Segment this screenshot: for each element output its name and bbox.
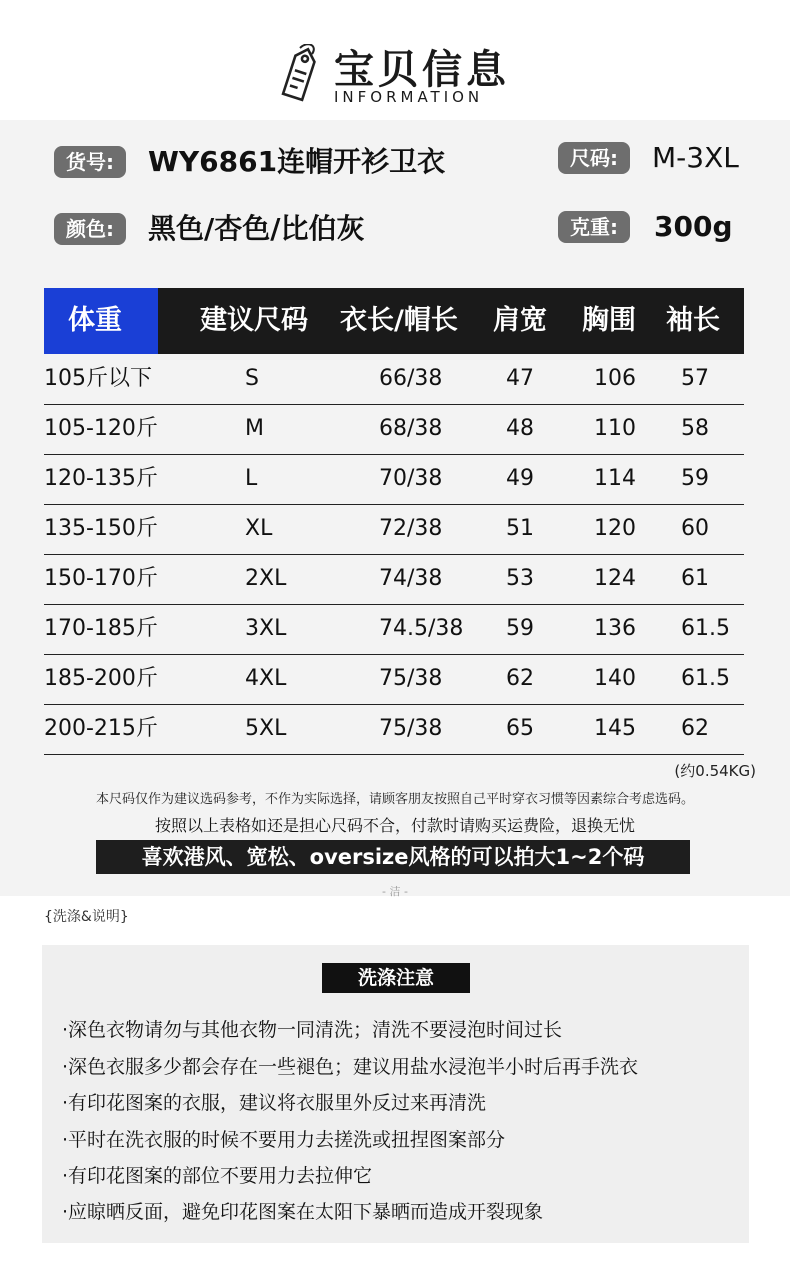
size-badge: 尺码: — [558, 142, 630, 174]
cell-weight: 200-215斤 — [44, 716, 158, 741]
weight-badge: 克重: — [558, 211, 630, 243]
cell-chest: 124 — [594, 566, 636, 591]
color-value: 黑色/杏色/比伯灰 — [148, 212, 365, 245]
cell-sleeve: 57 — [681, 366, 709, 391]
cell-shoulder: 47 — [506, 366, 534, 391]
cell-chest: 136 — [594, 616, 636, 641]
cell-sleeve: 62 — [681, 716, 709, 741]
page-subtitle: INFORMATION — [334, 88, 484, 106]
cell-length: 74.5/38 — [379, 616, 464, 641]
cell-size: 4XL — [245, 666, 287, 691]
oversize-banner: 喜欢港风、宽松、oversize风格的可以拍大1~2个码 — [96, 840, 690, 874]
cell-sleeve: 60 — [681, 516, 709, 541]
table-row — [44, 604, 744, 655]
cell-length: 74/38 — [379, 566, 443, 591]
cell-size: 2XL — [245, 566, 287, 591]
cell-size: 5XL — [245, 716, 287, 741]
cell-length: 72/38 — [379, 516, 443, 541]
header-shoulder: 肩宽 — [493, 305, 547, 336]
cell-shoulder: 48 — [506, 416, 534, 441]
header-weight: 体重 — [68, 305, 122, 336]
page-header — [0, 0, 790, 120]
wash-instructions-box — [42, 945, 749, 1243]
cell-chest: 114 — [594, 466, 636, 491]
cell-chest: 140 — [594, 666, 636, 691]
price-tag-icon — [278, 44, 322, 104]
cell-weight: 185-200斤 — [44, 666, 158, 691]
header-chest: 胸围 — [582, 305, 636, 336]
cell-weight: 150-170斤 — [44, 566, 158, 591]
table-row — [44, 404, 744, 455]
cell-chest: 110 — [594, 416, 636, 441]
cell-size: M — [245, 416, 264, 441]
color-badge: 颜色: — [54, 213, 126, 245]
cell-size: 3XL — [245, 616, 287, 641]
item-no-value: WY6861连帽开衫卫衣 — [148, 145, 446, 178]
cell-weight: 105-120斤 — [44, 416, 158, 441]
table-row — [44, 704, 744, 755]
header-length: 衣长/帽长 — [340, 305, 458, 336]
shipping-insurance-note: 按照以上表格如还是担心尺码不合，付款时请购买运费险，退换无忧 — [154, 816, 635, 835]
table-row — [44, 454, 744, 505]
wash-item: ·有印花图案的衣服，建议将衣服里外反过来再清洗 — [62, 1092, 487, 1114]
cell-shoulder: 53 — [506, 566, 534, 591]
wash-item: ·深色衣物请勿与其他衣物一同清洗；清洗不要浸泡时间过长 — [62, 1019, 563, 1041]
header-suggested-size: 建议尺码 — [200, 305, 308, 336]
wash-section-label: {洗涤&说明} — [44, 909, 129, 925]
cell-shoulder: 65 — [506, 716, 534, 741]
cell-chest: 145 — [594, 716, 636, 741]
cell-sleeve: 61.5 — [681, 616, 730, 641]
cell-shoulder: 62 — [506, 666, 534, 691]
cell-weight: 170-185斤 — [44, 616, 158, 641]
cell-length: 75/38 — [379, 716, 443, 741]
cell-sleeve: 59 — [681, 466, 709, 491]
weight-note: (约0.54KG) — [674, 762, 756, 780]
wash-item: ·深色衣服多少都会存在一些褪色；建议用盐水浸泡半小时后再手洗衣 — [62, 1056, 639, 1078]
cell-chest: 120 — [594, 516, 636, 541]
cell-length: 68/38 — [379, 416, 443, 441]
wash-title: 洗涤注意 — [322, 963, 470, 993]
header-sleeve: 袖长 — [666, 305, 720, 336]
cell-shoulder: 59 — [506, 616, 534, 641]
wash-item: ·有印花图案的部位不要用力去拉伸它 — [62, 1165, 373, 1187]
weight-value: 300g — [654, 210, 733, 243]
cell-shoulder: 49 — [506, 466, 534, 491]
size-disclaimer: 本尺码仅作为建议选码参考，不作为实际选择，请顾客朋友按照自己平时穿衣习惯等因素综合考虑选码。 — [95, 792, 694, 807]
cell-shoulder: 51 — [506, 516, 534, 541]
cell-chest: 106 — [594, 366, 636, 391]
cell-sleeve: 61.5 — [681, 666, 730, 691]
item-no-badge: 货号: — [54, 146, 126, 178]
size-value: M-3XL — [652, 141, 739, 174]
product-info-section — [0, 120, 790, 896]
table-row — [44, 354, 744, 405]
cell-size: L — [245, 466, 258, 491]
wash-item: ·平时在洗衣服的时候不要用力去搓洗或扭捏图案部分 — [62, 1129, 506, 1151]
cell-size: XL — [245, 516, 273, 541]
section-divider-note: - 洁 - — [382, 885, 408, 898]
cell-sleeve: 58 — [681, 416, 709, 441]
table-row — [44, 654, 744, 705]
cell-weight: 135-150斤 — [44, 516, 158, 541]
cell-sleeve: 61 — [681, 566, 709, 591]
cell-size: S — [245, 366, 259, 391]
cell-weight: 120-135斤 — [44, 466, 158, 491]
size-table-header — [44, 288, 744, 354]
table-row — [44, 504, 744, 555]
table-row — [44, 554, 744, 605]
cell-length: 70/38 — [379, 466, 443, 491]
wash-item: ·应晾晒反面，避免印花图案在太阳下暴晒而造成开裂现象 — [62, 1201, 544, 1223]
cell-length: 66/38 — [379, 366, 443, 391]
cell-weight: 105斤以下 — [44, 366, 152, 391]
page-title: 宝贝信息 — [334, 47, 510, 93]
cell-length: 75/38 — [379, 666, 443, 691]
